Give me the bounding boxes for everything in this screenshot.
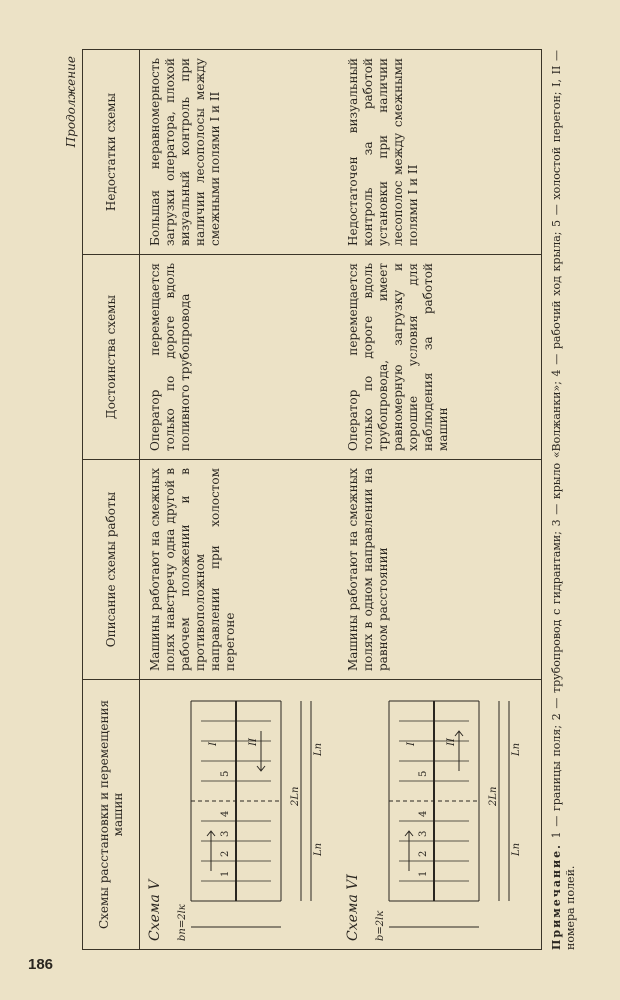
schemes-table: [82, 49, 542, 950]
schema-vi-number-3: 3: [418, 830, 429, 837]
schema-v-advantages: Оператор перемещается только по дороге вдоль поливного трубопровода: [140, 255, 339, 460]
table-row-schema-v: [140, 50, 339, 950]
page-number: 186: [28, 956, 54, 973]
schema-v-number-4: 4: [220, 810, 231, 817]
schema-v-number-2: 2: [220, 850, 231, 857]
header-description: Описание схемы работы: [83, 460, 140, 680]
continuation-label: Продолжение: [64, 56, 78, 148]
table-header-row: [83, 50, 140, 950]
schema-v-field-i: I: [208, 742, 219, 746]
schema-v-number-5: 5: [220, 770, 231, 777]
schema-vi-2lp-label: 2Lп: [488, 786, 499, 806]
schema-v-number-1: 1: [220, 870, 231, 877]
schema-v-diagram: [171, 691, 324, 941]
schema-vi-number-4: 4: [418, 810, 429, 817]
schema-vi-width-label: b=2lк: [375, 910, 386, 941]
schema-v-description: Машины работают на смежных полях навстречу одна другой в рабочем положении и в противоположном направлении при холостом перегоне: [140, 460, 339, 680]
schema-v-lp-label-1: Lп: [313, 842, 324, 856]
rotated-page-content: [60, 50, 620, 950]
schema-v-title: Схема V: [147, 879, 163, 941]
schema-v-field-ii: II: [248, 738, 259, 746]
schema-v-lp-label-2: Lп: [313, 742, 324, 756]
schema-vi-number-5: 5: [418, 770, 429, 777]
schema-vi-lp-label-1: Lп: [511, 842, 522, 856]
schema-vi-number-1: 1: [418, 870, 429, 877]
schema-v-width-label: bп=2lк: [177, 904, 188, 941]
footnote-lead: Примечание.: [550, 842, 563, 950]
schema-vi-advantages: Оператор перемещается только по дороге вдоль трубопровода, имеет равномерную загрузку и хорошие условия для наблюдения за работой машин: [338, 255, 542, 460]
schema-vi-title: Схема VI: [345, 874, 361, 941]
schema-vi-cell: [338, 680, 542, 950]
schema-vi-field-i: I: [406, 742, 417, 746]
schema-v-disadvantages: Большая неравномерность загрузки оператора, плохой визуальный контроль при наличии лесополосы между смежными полями I и II: [140, 50, 339, 255]
schema-v-cell: [140, 680, 339, 950]
schema-vi-lp-label-2: Lп: [511, 742, 522, 756]
schema-vi-disadvantages: Недостаточен визуальный контроль за работой установки при наличии лесополос между смежными полями I и II: [338, 50, 542, 255]
table-row-schema-vi: [338, 50, 542, 950]
header-schemes: Схемы расстановки и перемещения машин: [83, 680, 140, 950]
schema-vi-description: Машины работают на смежных полях в одном направлении на равном расстоянии: [338, 460, 542, 680]
header-disadvantages: Недостатки схемы: [83, 50, 140, 255]
schema-vi-field-ii: II: [446, 738, 457, 746]
header-advantages: Достоинства схемы: [83, 255, 140, 460]
schema-v-2lp-label: 2Lп: [290, 786, 301, 806]
footnote-text: 1 — границы поля; 2 — трубопровод с гидрантами; 3 — крыло «Волжанки»; 4 — рабочий ход крыла; 5 — холостой перегон; I, II — номера полей.: [550, 50, 577, 950]
schema-vi-diagram: [369, 691, 522, 941]
schema-vi-number-2: 2: [418, 850, 429, 857]
schema-v-number-3: 3: [220, 830, 231, 837]
footnote: [550, 50, 578, 950]
